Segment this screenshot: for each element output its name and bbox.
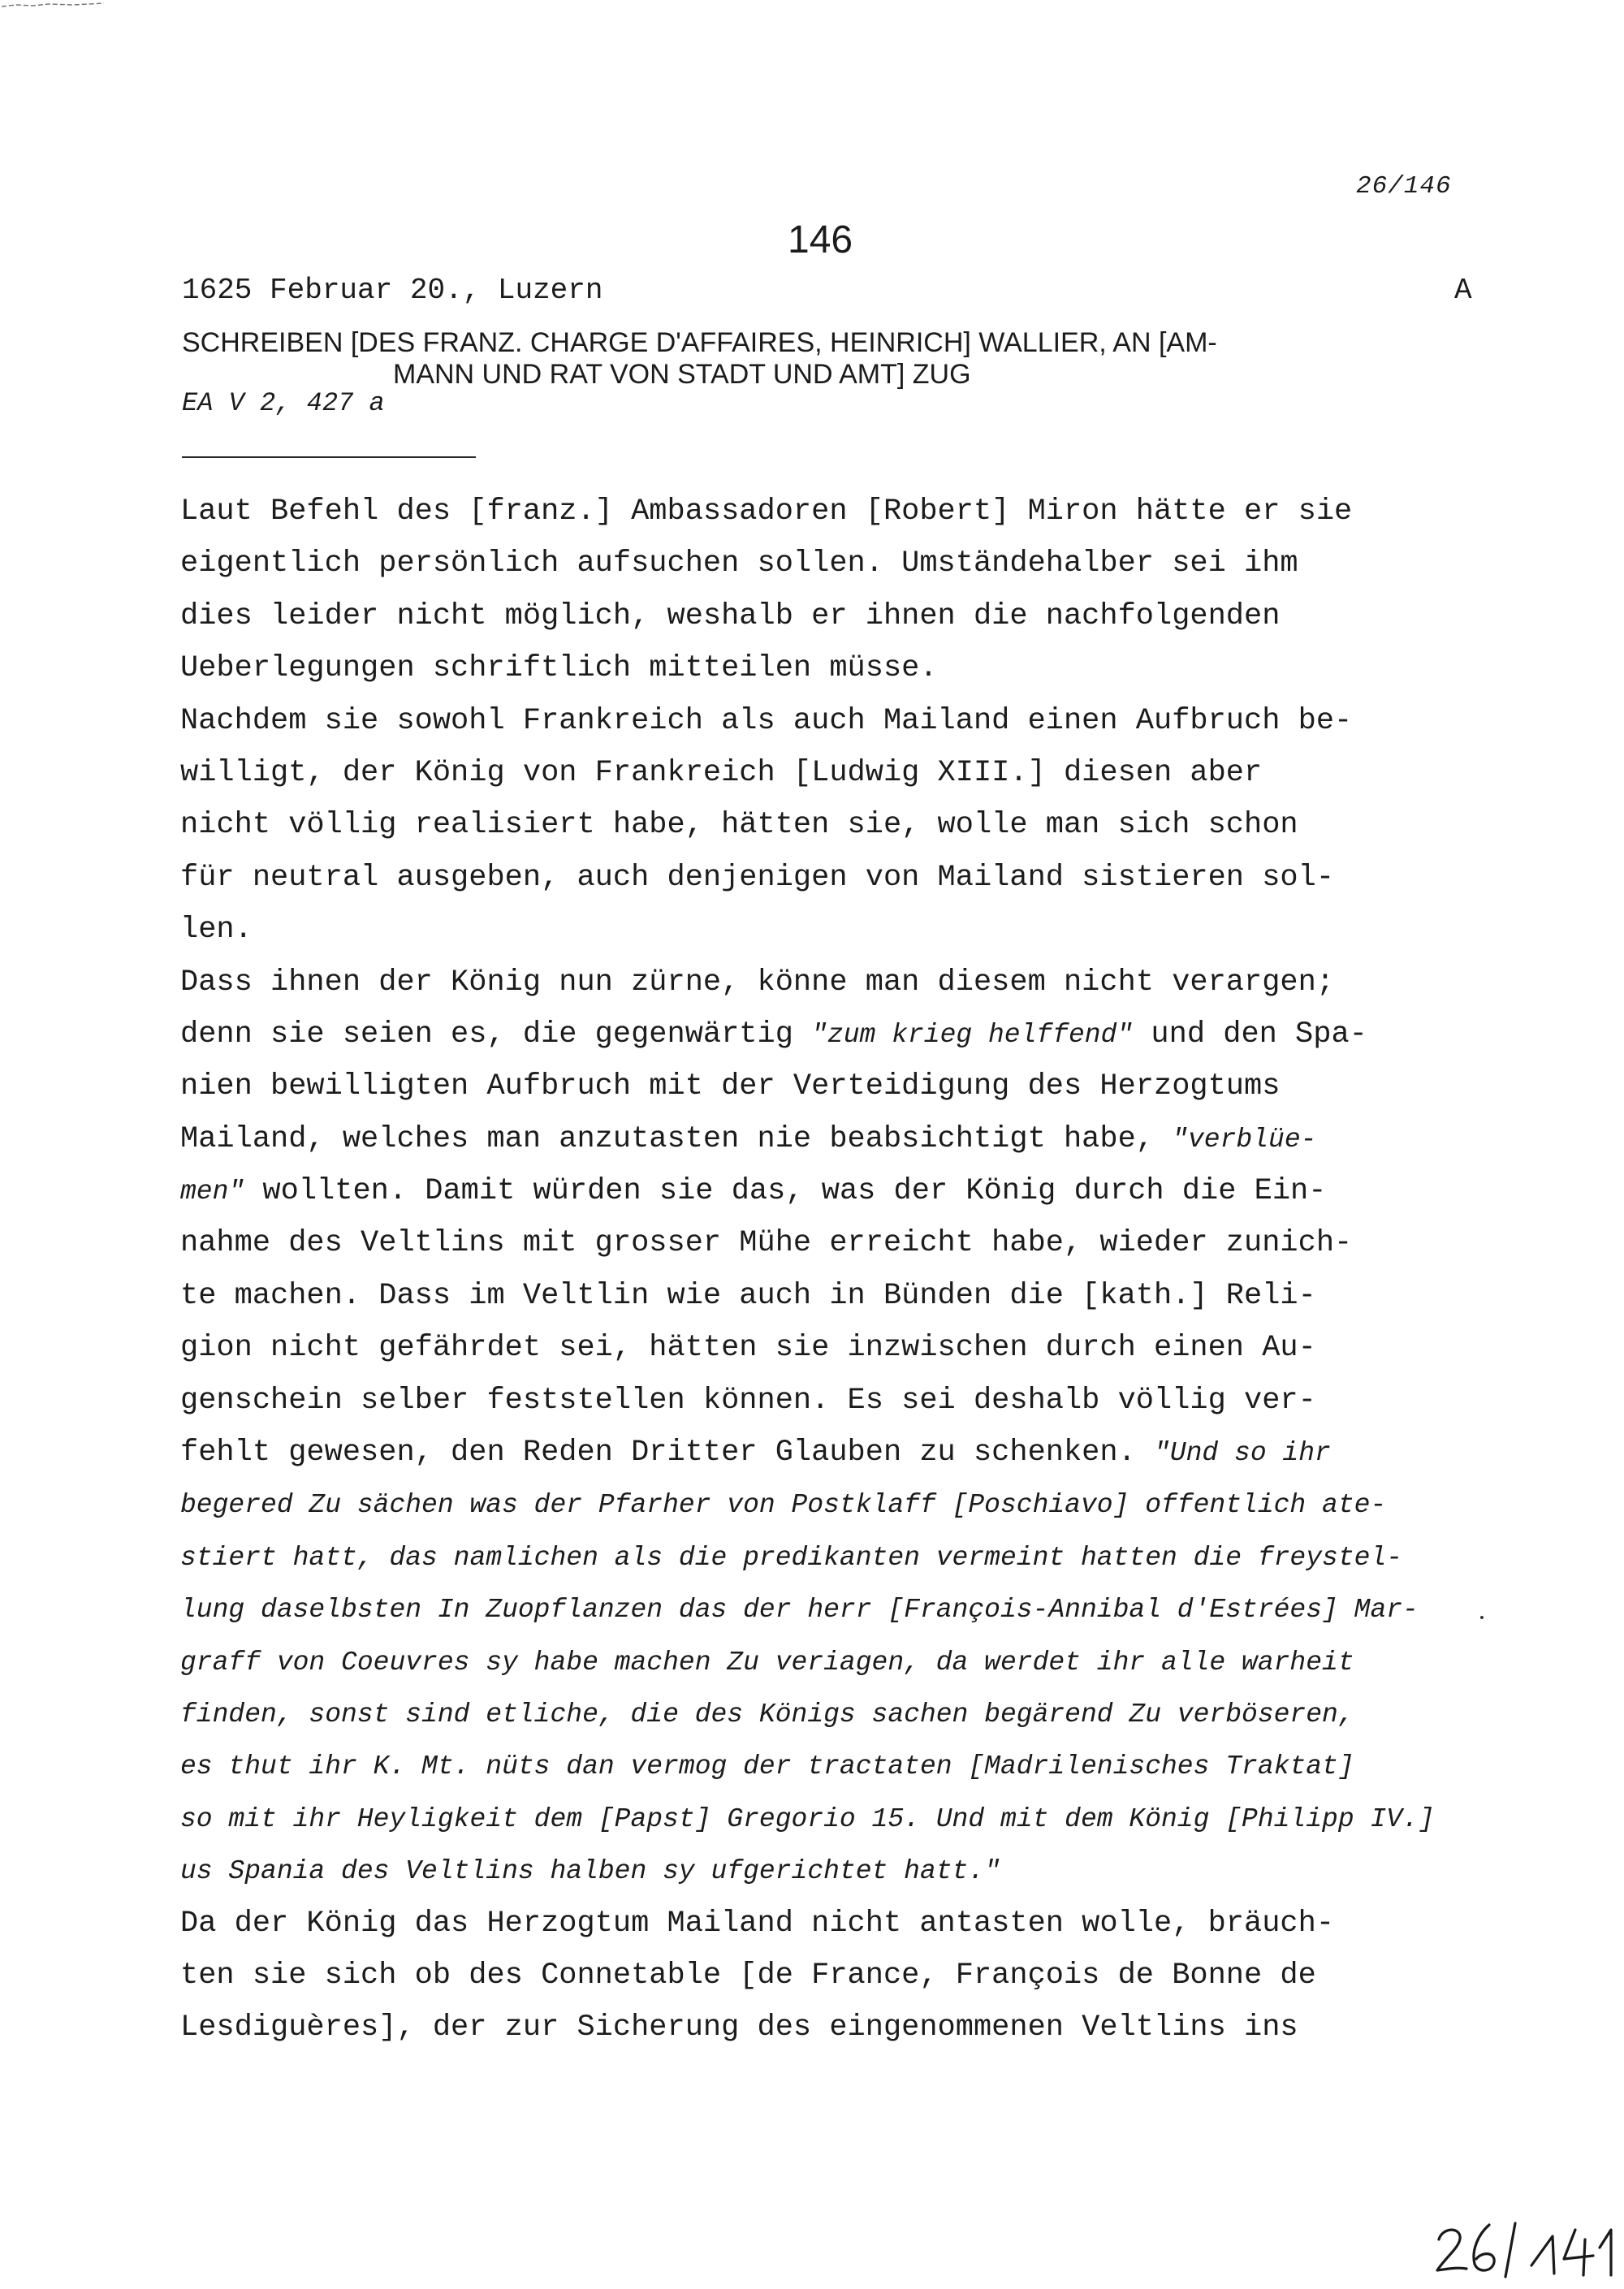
text-line bbox=[180, 642, 1496, 694]
text-segment: Mailand, welches man anzutasten nie beabsichtigt habe, bbox=[180, 1121, 1173, 1156]
quoted-italic-text: lung daselbsten In Zuopflanzen das der herr [François-Annibal d'Estrées] Mar- bbox=[180, 1595, 1419, 1626]
text-segment: Lesdiguères], der zur Sicherung des eingenommenen Veltlins ins bbox=[180, 2010, 1298, 2045]
quoted-italic-text: graff von Coeuvres sy habe machen Zu veriagen, da werdet ihr alle warheit bbox=[180, 1647, 1354, 1678]
quoted-italic-text: "zum krieg helffend" bbox=[811, 1019, 1134, 1050]
text-segment: len. bbox=[180, 913, 253, 948]
text-line bbox=[180, 1375, 1496, 1427]
text-line bbox=[180, 2002, 1496, 2054]
text-line bbox=[180, 538, 1496, 590]
text-segment: Laut Befehl des [franz.] Ambassadoren [Robert] Miron hätte er sie bbox=[180, 495, 1353, 529]
text-line bbox=[180, 1898, 1496, 1950]
quoted-italic-text: es thut ihr K. Mt. nüts dan vermog der tractaten [Madrilenisches Traktat] bbox=[180, 1751, 1354, 1782]
text-line bbox=[180, 1950, 1496, 2002]
quoted-italic-text: stiert hatt, das namlichen als die predikanten vermeint hatten die freystel- bbox=[180, 1542, 1403, 1573]
handwritten-folio-number bbox=[1431, 2215, 1618, 2280]
text-line bbox=[180, 1165, 1496, 1217]
text-segment: Nachdem sie sowohl Frankreich als auch Mailand einen Aufbruch be- bbox=[180, 703, 1353, 738]
text-line bbox=[180, 1217, 1496, 1269]
quoted-italic-text: so mit ihr Heyligkeit dem [Papst] Gregorio 15. Und mit dem König [Philipp IV.] bbox=[180, 1803, 1435, 1834]
text-segment: Dass ihnen der König nun zürne, könne man diesem nicht verargen; bbox=[180, 965, 1335, 1000]
text-segment: fehlt gewesen, den Reden Dritter Glauben zu schenken. bbox=[180, 1436, 1154, 1471]
text-segment: te machen. Dass im Veltlin wie auch in Bünden die [kath.] Reli- bbox=[180, 1278, 1316, 1313]
quoted-italic-text: us Spania des Veltlins halben sy ufgerichtet hatt." bbox=[180, 1856, 1000, 1887]
text-line bbox=[180, 1270, 1496, 1322]
page-number: 146 bbox=[788, 218, 853, 261]
document-letter: A bbox=[1454, 274, 1472, 307]
source-reference: EA V 2, 427 a bbox=[182, 388, 385, 418]
text-line bbox=[180, 1845, 1496, 1897]
text-segment: Ueberlegungen schriftlich mitteilen müsse. bbox=[180, 651, 938, 686]
text-line bbox=[180, 1008, 1496, 1060]
scan-artifact-mark bbox=[0, 0, 106, 10]
text-line bbox=[180, 1479, 1496, 1531]
text-line bbox=[180, 1427, 1496, 1479]
text-line bbox=[180, 1583, 1496, 1635]
text-segment: eigentlich persönlich aufsuchen sollen. Umständehalber sei ihm bbox=[180, 546, 1298, 581]
text-line bbox=[180, 486, 1496, 538]
letter-summary-text bbox=[180, 486, 1496, 2054]
text-segment: gion nicht gefährdet sei, hätten sie inzwischen durch einen Au- bbox=[180, 1331, 1316, 1366]
stray-mark bbox=[1480, 1616, 1484, 1619]
quoted-italic-text: begered Zu sächen was der Pfarher von Postklaff [Poschiavo] offentlich ate- bbox=[180, 1490, 1387, 1521]
quoted-italic-text: men" bbox=[180, 1177, 245, 1207]
text-segment: nicht völlig realisiert habe, hätten sie, wolle man sich schon bbox=[180, 808, 1298, 843]
quoted-italic-text: finden, sonst sind etliche, die des Königs sachen begärend Zu verböseren, bbox=[180, 1699, 1354, 1730]
text-segment: denn sie seien es, die gegenwärtig bbox=[180, 1017, 812, 1052]
text-line bbox=[180, 1531, 1496, 1583]
text-line bbox=[180, 852, 1496, 904]
quoted-italic-text: "verblüe- bbox=[1172, 1124, 1317, 1155]
text-line bbox=[180, 1740, 1496, 1792]
text-line bbox=[180, 1688, 1496, 1740]
text-line bbox=[180, 904, 1496, 956]
header-divider bbox=[182, 456, 476, 458]
document-title-line-1: SCHREIBEN [DES FRANZ. CHARGE D'AFFAIRES, HEINRICH] WALLIER, AN [AM- bbox=[182, 327, 1217, 358]
text-segment: dies leider nicht möglich, weshalb er ihnen die nachfolgenden bbox=[180, 598, 1281, 633]
text-line bbox=[180, 799, 1496, 851]
text-segment: genschein selber feststellen können. Es sei deshalb völlig ver- bbox=[180, 1383, 1316, 1418]
text-segment: nahme des Veltlins mit grosser Mühe erreicht habe, wieder zunich- bbox=[180, 1226, 1353, 1261]
document-title-line-2: MANN UND RAT VON STADT UND AMT] ZUG bbox=[393, 359, 971, 390]
text-segment: für neutral ausgeben, auch denjenigen von Mailand sistieren sol- bbox=[180, 860, 1335, 895]
text-line bbox=[180, 1113, 1496, 1165]
text-segment: Da der König das Herzogtum Mailand nicht antasten wolle, bräuch- bbox=[180, 1906, 1335, 1941]
quoted-italic-text: "Und so ihr bbox=[1154, 1438, 1331, 1469]
archive-reference: 26/146 bbox=[1356, 172, 1452, 201]
text-line bbox=[180, 695, 1496, 747]
text-segment: willigt, der König von Frankreich [Ludwig XIII.] diesen aber bbox=[180, 755, 1263, 790]
text-line bbox=[180, 1636, 1496, 1688]
text-line bbox=[180, 957, 1496, 1008]
text-segment: wollten. Damit würden sie das, was der König durch die Ein- bbox=[244, 1174, 1327, 1209]
text-segment: nien bewilligten Aufbruch mit der Verteidigung des Herzogtums bbox=[180, 1069, 1281, 1104]
text-line bbox=[180, 590, 1496, 642]
text-line bbox=[180, 1322, 1496, 1374]
text-line bbox=[180, 747, 1496, 799]
text-line bbox=[180, 1060, 1496, 1112]
text-segment: ten sie sich ob des Connetable [de France, François de Bonne de bbox=[180, 1958, 1316, 1993]
text-segment: und den Spa- bbox=[1133, 1017, 1367, 1052]
document-date-place: 1625 Februar 20., Luzern bbox=[182, 274, 603, 307]
text-line bbox=[180, 1793, 1496, 1845]
